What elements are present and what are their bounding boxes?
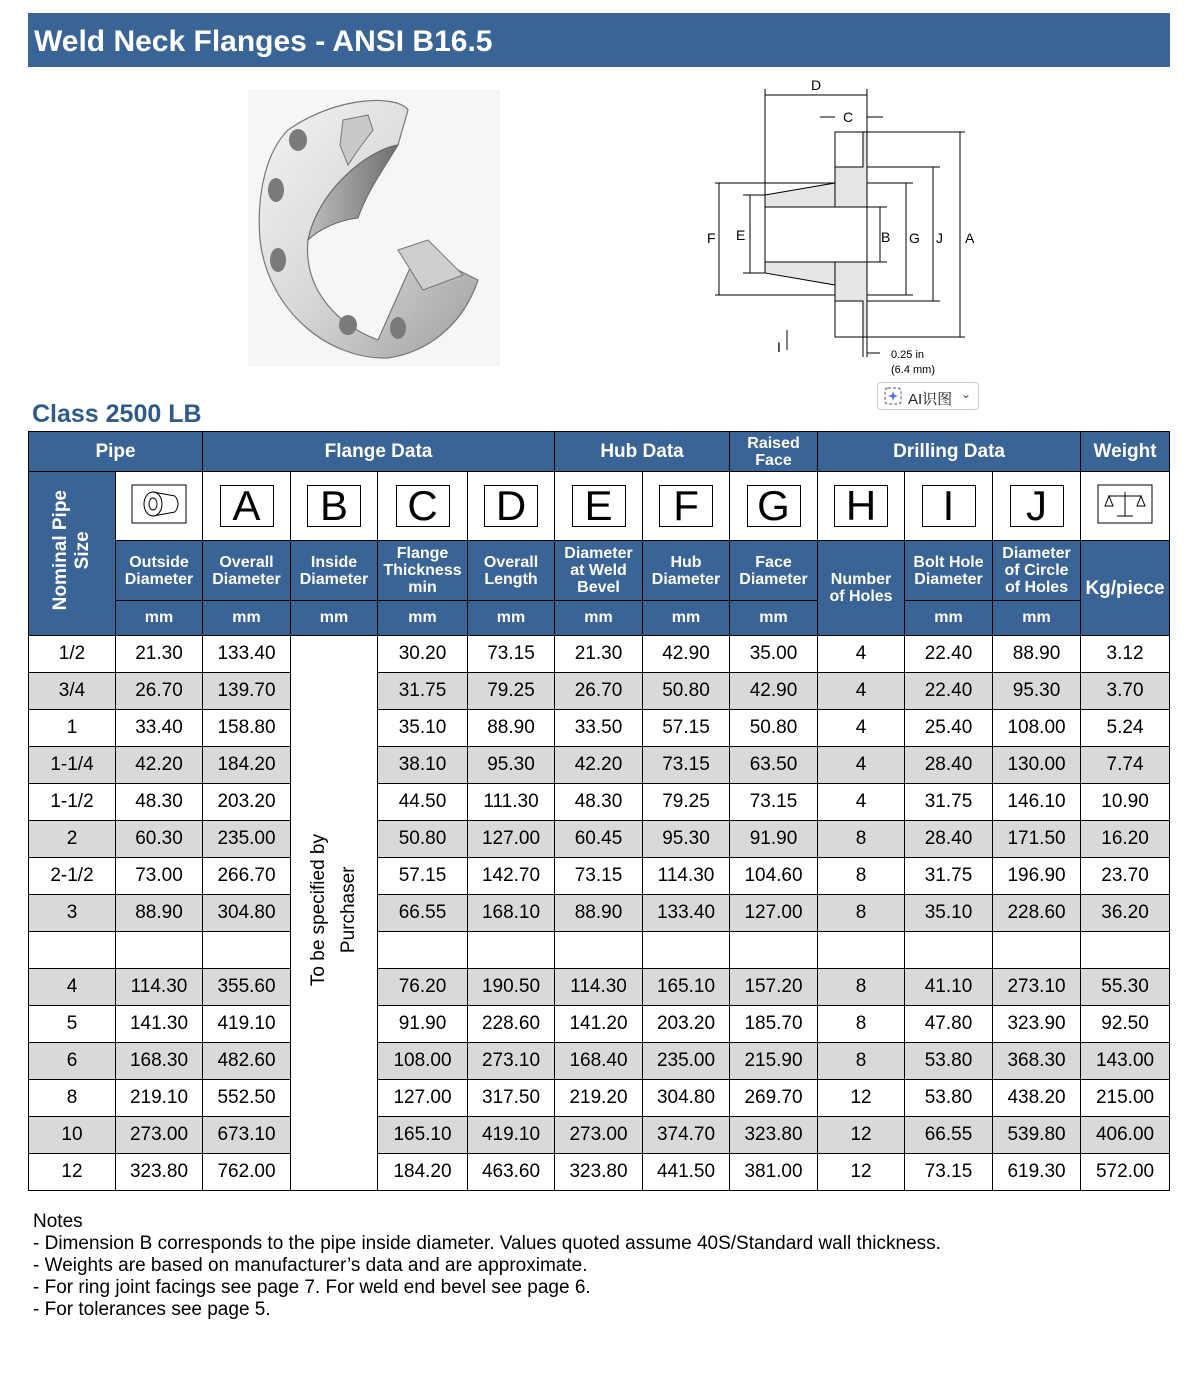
table-cell: 95.30	[468, 747, 555, 784]
unit-mm: mm	[291, 601, 378, 636]
table-row	[29, 747, 1170, 784]
table-cell: 42.20	[555, 747, 643, 784]
table-row	[29, 895, 1170, 932]
table-cell: 419.10	[203, 1006, 291, 1043]
table-cell: 21.30	[116, 636, 203, 673]
note-line: - For ring joint facings see page 7. For weld end bevel see page 6.	[33, 1277, 591, 1298]
label-i: I	[777, 339, 781, 355]
table-cell: 419.10	[468, 1117, 555, 1154]
table-cell: 35.00	[730, 636, 818, 673]
table-cell: 219.10	[116, 1080, 203, 1117]
table-cell: 5	[29, 1006, 116, 1043]
table-cell: 228.60	[993, 895, 1081, 932]
letter-d: D	[468, 472, 555, 541]
table-row	[29, 969, 1170, 1006]
table-cell: 171.50	[993, 821, 1081, 858]
table-cell: 12	[29, 1154, 116, 1191]
col-number-of-holes: Number of Holes	[818, 541, 905, 636]
flange-dimension-diagram	[695, 75, 995, 385]
label-a: A	[965, 230, 975, 246]
scale-icon	[1097, 484, 1153, 524]
table-cell: 228.60	[468, 1006, 555, 1043]
table-cell	[730, 932, 818, 969]
table-cell: 463.60	[468, 1154, 555, 1191]
table-cell: 114.30	[643, 858, 730, 895]
unit-mm: mm	[730, 601, 818, 636]
table-cell: 22.40	[905, 636, 993, 673]
table-cell: 53.80	[905, 1043, 993, 1080]
table-cell: 47.80	[905, 1006, 993, 1043]
letter-b: B	[291, 472, 378, 541]
unit-mm: mm	[116, 601, 203, 636]
table-cell: 10	[29, 1117, 116, 1154]
table-cell: 184.20	[203, 747, 291, 784]
table-cell: 619.30	[993, 1154, 1081, 1191]
table-cell: 8	[818, 1043, 905, 1080]
table-cell: 35.10	[378, 710, 468, 747]
letter-a: A	[203, 472, 291, 541]
table-cell: 2	[29, 821, 116, 858]
col-overall-length: Overall Length	[468, 541, 555, 601]
letter-h: H	[818, 472, 905, 541]
col-diameter-weld-bevel: Diameter at Weld Bevel	[555, 541, 643, 601]
table-cell: 185.70	[730, 1006, 818, 1043]
table-row	[29, 1043, 1170, 1080]
table-cell: 91.90	[730, 821, 818, 858]
table-cell: 6	[29, 1043, 116, 1080]
table-cell: 28.40	[905, 747, 993, 784]
table-cell: 8	[818, 821, 905, 858]
unit-mm: mm	[468, 601, 555, 636]
table-cell: 304.80	[643, 1080, 730, 1117]
table-cell: 406.00	[1081, 1117, 1170, 1154]
table-cell: 42.20	[116, 747, 203, 784]
table-cell: 3	[29, 895, 116, 932]
table-cell: 139.70	[203, 673, 291, 710]
ai-button-label: AI识图	[908, 391, 953, 408]
group-raised-face: Raised Face	[730, 432, 818, 472]
chevron-down-icon: ⌄	[961, 387, 972, 401]
table-cell: 438.20	[993, 1080, 1081, 1117]
table-cell: 35.10	[905, 895, 993, 932]
unit-mm: mm	[378, 601, 468, 636]
table-cell: 552.50	[203, 1080, 291, 1117]
table-cell: 215.00	[1081, 1080, 1170, 1117]
ai-recognize-button[interactable]	[877, 382, 979, 410]
table-cell: 572.00	[1081, 1154, 1170, 1191]
table-cell: 66.55	[378, 895, 468, 932]
table-row	[29, 1117, 1170, 1154]
table-cell: 8	[818, 895, 905, 932]
table-cell: 165.10	[378, 1117, 468, 1154]
table-cell: 104.60	[730, 858, 818, 895]
scale-icon-cell	[1081, 472, 1170, 541]
col-inside-diameter: Inside Diameter	[291, 541, 378, 601]
table-cell: 127.00	[730, 895, 818, 932]
table-cell: 33.40	[116, 710, 203, 747]
table-cell: 73.15	[555, 858, 643, 895]
table-cell: 114.30	[555, 969, 643, 1006]
group-weight: Weight	[1081, 432, 1170, 472]
table-cell: 57.15	[378, 858, 468, 895]
table-cell: 323.90	[993, 1006, 1081, 1043]
diagram-note-mm: (6.4 mm)	[891, 364, 935, 376]
table-cell: 235.00	[643, 1043, 730, 1080]
table-cell: 190.50	[468, 969, 555, 1006]
table-cell: 8	[818, 1006, 905, 1043]
table-cell: 60.30	[116, 821, 203, 858]
table-cell: 2-1/2	[29, 858, 116, 895]
table-cell: 42.90	[643, 636, 730, 673]
table-cell: 108.00	[993, 710, 1081, 747]
letter-e: E	[555, 472, 643, 541]
table-cell	[643, 932, 730, 969]
table-cell: 127.00	[378, 1080, 468, 1117]
nominal-pipe-size-header: Nominal Pipe Size	[29, 472, 116, 636]
table-cell: 41.10	[905, 969, 993, 1006]
table-cell: 95.30	[993, 673, 1081, 710]
col-overall-diameter: Overall Diameter	[203, 541, 291, 601]
table-cell: 203.20	[203, 784, 291, 821]
label-g: G	[909, 230, 920, 246]
label-e: E	[736, 227, 746, 243]
table-cell	[378, 932, 468, 969]
table-cell	[993, 932, 1081, 969]
table-cell: 60.45	[555, 821, 643, 858]
table-cell: 12	[818, 1080, 905, 1117]
note-line: - Dimension B corresponds to the pipe inside diameter. Values quoted assume 40S/Standard wall thickness.	[33, 1233, 941, 1254]
table-cell: 235.00	[203, 821, 291, 858]
table-cell: 168.30	[116, 1043, 203, 1080]
table-cell: 157.20	[730, 969, 818, 1006]
table-cell	[468, 932, 555, 969]
table-cell: 127.00	[468, 821, 555, 858]
table-cell: 22.40	[905, 673, 993, 710]
table-cell	[1081, 932, 1170, 969]
group-drilling-data: Drilling Data	[818, 432, 1081, 472]
table-cell: 111.30	[468, 784, 555, 821]
table-cell: 73.15	[905, 1154, 993, 1191]
table-cell: 323.80	[730, 1117, 818, 1154]
table-cell: 141.20	[555, 1006, 643, 1043]
table-cell: 16.20	[1081, 821, 1170, 858]
table-cell: 33.50	[555, 710, 643, 747]
table-cell: 4	[818, 784, 905, 821]
page-title: Weld Neck Flanges - ANSI B16.5	[34, 25, 493, 58]
table-cell: 203.20	[643, 1006, 730, 1043]
table-cell: 73.00	[116, 858, 203, 895]
table-cell	[116, 932, 203, 969]
label-c: C	[843, 109, 854, 125]
unit-mm: mm	[643, 601, 730, 636]
table-cell: 168.40	[555, 1043, 643, 1080]
table-cell: 26.70	[555, 673, 643, 710]
table-cell: 10.90	[1081, 784, 1170, 821]
table-cell: 12	[818, 1117, 905, 1154]
table-cell: 50.80	[643, 673, 730, 710]
table-cell: 48.30	[555, 784, 643, 821]
col-weight: Kg/piece	[1081, 541, 1170, 636]
col-outside-diameter: Outside Diameter	[116, 541, 203, 601]
table-cell: 273.00	[555, 1117, 643, 1154]
table-body	[29, 636, 1170, 1191]
table-cell: 44.50	[378, 784, 468, 821]
col-flange-thickness: Flange Thickness min	[378, 541, 468, 601]
table-cell: 28.40	[905, 821, 993, 858]
class-title: Class 2500 LB	[32, 400, 202, 428]
table-cell: 73.15	[468, 636, 555, 673]
table-cell: 142.70	[468, 858, 555, 895]
table-cell: 1/2	[29, 636, 116, 673]
table-cell: 762.00	[203, 1154, 291, 1191]
table-cell: 355.60	[203, 969, 291, 1006]
letter-i: I	[905, 472, 993, 541]
table-cell: 368.30	[993, 1043, 1081, 1080]
pipe-icon-cell	[116, 472, 203, 541]
table-cell: 23.70	[1081, 858, 1170, 895]
table-cell: 31.75	[905, 858, 993, 895]
table-cell: 266.70	[203, 858, 291, 895]
table-cell: 8	[818, 969, 905, 1006]
table-row	[29, 932, 1170, 969]
table-cell: 8	[818, 858, 905, 895]
unit-mm: mm	[905, 601, 993, 636]
table-cell: 42.90	[730, 673, 818, 710]
table-cell: 95.30	[643, 821, 730, 858]
table-cell: 317.50	[468, 1080, 555, 1117]
table-cell: 133.40	[203, 636, 291, 673]
table-cell: 482.60	[203, 1043, 291, 1080]
letter-c: C	[378, 472, 468, 541]
table-row	[29, 1006, 1170, 1043]
notes	[33, 1211, 941, 1321]
label-d: D	[811, 77, 822, 93]
table-cell: 3.70	[1081, 673, 1170, 710]
table-cell: 215.90	[730, 1043, 818, 1080]
table-cell: 50.80	[730, 710, 818, 747]
table-cell: 88.90	[555, 895, 643, 932]
table-cell: 91.90	[378, 1006, 468, 1043]
table-cell: 1	[29, 710, 116, 747]
group-pipe: Pipe	[29, 432, 203, 472]
table-cell: 73.15	[643, 747, 730, 784]
table-cell: 55.30	[1081, 969, 1170, 1006]
table-cell	[203, 932, 291, 969]
table-cell: 273.10	[468, 1043, 555, 1080]
table-cell: 165.10	[643, 969, 730, 1006]
group-flange-data: Flange Data	[203, 432, 555, 472]
letter-g: G	[730, 472, 818, 541]
table-cell: 12	[818, 1154, 905, 1191]
flange-table	[28, 431, 1170, 1189]
table-cell: 4	[818, 636, 905, 673]
table-cell: 4	[818, 673, 905, 710]
table-cell: 92.50	[1081, 1006, 1170, 1043]
flange-illustration	[248, 90, 500, 366]
table-cell: 269.70	[730, 1080, 818, 1117]
table-cell: 36.20	[1081, 895, 1170, 932]
table-cell: 143.00	[1081, 1043, 1170, 1080]
table-cell: 3/4	[29, 673, 116, 710]
diagram-note-inch: 0.25 in	[891, 349, 925, 361]
label-f: F	[707, 230, 716, 246]
table-cell: 374.70	[643, 1117, 730, 1154]
table-cell: 79.25	[468, 673, 555, 710]
label-j: J	[936, 230, 943, 246]
table-cell: 114.30	[116, 969, 203, 1006]
table-row	[29, 1080, 1170, 1117]
table-row	[29, 710, 1170, 747]
table-cell: 76.20	[378, 969, 468, 1006]
unit-mm: mm	[203, 601, 291, 636]
unit-mm: mm	[555, 601, 643, 636]
table-cell: 31.75	[378, 673, 468, 710]
table-cell: 8	[29, 1080, 116, 1117]
table-row	[29, 821, 1170, 858]
table-cell: 50.80	[378, 821, 468, 858]
table-cell: 53.80	[905, 1080, 993, 1117]
table-row	[29, 858, 1170, 895]
table-cell	[555, 932, 643, 969]
table-cell: 323.80	[116, 1154, 203, 1191]
table-cell: 5.24	[1081, 710, 1170, 747]
table-cell: 73.15	[730, 784, 818, 821]
table-cell	[905, 932, 993, 969]
col-bolt-hole-diameter: Bolt Hole Diameter	[905, 541, 993, 601]
table-cell: 158.80	[203, 710, 291, 747]
table-cell: 273.00	[116, 1117, 203, 1154]
table-cell: 48.30	[116, 784, 203, 821]
table-cell: 273.10	[993, 969, 1081, 1006]
table-row	[29, 636, 1170, 673]
table-cell: 79.25	[643, 784, 730, 821]
table-cell: 31.75	[905, 784, 993, 821]
table-cell: 63.50	[730, 747, 818, 784]
table-cell: 304.80	[203, 895, 291, 932]
table-cell: 26.70	[116, 673, 203, 710]
sparkle-icon	[884, 387, 902, 405]
table-cell: 30.20	[378, 636, 468, 673]
label-b: B	[881, 229, 891, 245]
table-cell: 130.00	[993, 747, 1081, 784]
table-cell: 88.90	[993, 636, 1081, 673]
table-cell: 88.90	[468, 710, 555, 747]
table-cell: 66.55	[905, 1117, 993, 1154]
table-row	[29, 1154, 1170, 1191]
notes-heading: Notes	[33, 1211, 83, 1232]
table-cell: 21.30	[555, 636, 643, 673]
table-cell: 4	[818, 747, 905, 784]
table-cell: 323.80	[555, 1154, 643, 1191]
table-cell: 133.40	[643, 895, 730, 932]
table-cell: 1-1/2	[29, 784, 116, 821]
table-cell: 381.00	[730, 1154, 818, 1191]
table-cell: 184.20	[378, 1154, 468, 1191]
table-cell	[818, 932, 905, 969]
letter-f: F	[643, 472, 730, 541]
title-bar	[28, 13, 1170, 67]
table-cell: 196.90	[993, 858, 1081, 895]
table-cell: 1-1/4	[29, 747, 116, 784]
table-cell: 25.40	[905, 710, 993, 747]
letter-j: J	[993, 472, 1081, 541]
pipe-icon	[131, 484, 187, 524]
col-face-diameter: Face Diameter	[730, 541, 818, 601]
table-cell: 146.10	[993, 784, 1081, 821]
merged-purchaser-cell: To be specified by Purchaser	[291, 636, 378, 1191]
table-cell: 4	[29, 969, 116, 1006]
note-line: - Weights are based on manufacturer’s data and are approximate.	[33, 1255, 588, 1276]
table-cell: 38.10	[378, 747, 468, 784]
col-circle-of-holes: Diameter of Circle of Holes	[993, 541, 1081, 601]
unit-mm: mm	[993, 601, 1081, 636]
table-cell: 7.74	[1081, 747, 1170, 784]
note-line: - For tolerances see page 5.	[33, 1299, 271, 1320]
table-cell: 57.15	[643, 710, 730, 747]
table-cell: 219.20	[555, 1080, 643, 1117]
col-hub-diameter: Hub Diameter	[643, 541, 730, 601]
table-cell: 3.12	[1081, 636, 1170, 673]
table-cell: 108.00	[378, 1043, 468, 1080]
table-row	[29, 784, 1170, 821]
table-cell: 539.80	[993, 1117, 1081, 1154]
table-row	[29, 673, 1170, 710]
table-cell: 673.10	[203, 1117, 291, 1154]
table-cell: 88.90	[116, 895, 203, 932]
table-cell: 141.30	[116, 1006, 203, 1043]
table-cell: 4	[818, 710, 905, 747]
table-cell	[29, 932, 116, 969]
table-cell: 441.50	[643, 1154, 730, 1191]
group-hub-data: Hub Data	[555, 432, 730, 472]
table-cell: 168.10	[468, 895, 555, 932]
